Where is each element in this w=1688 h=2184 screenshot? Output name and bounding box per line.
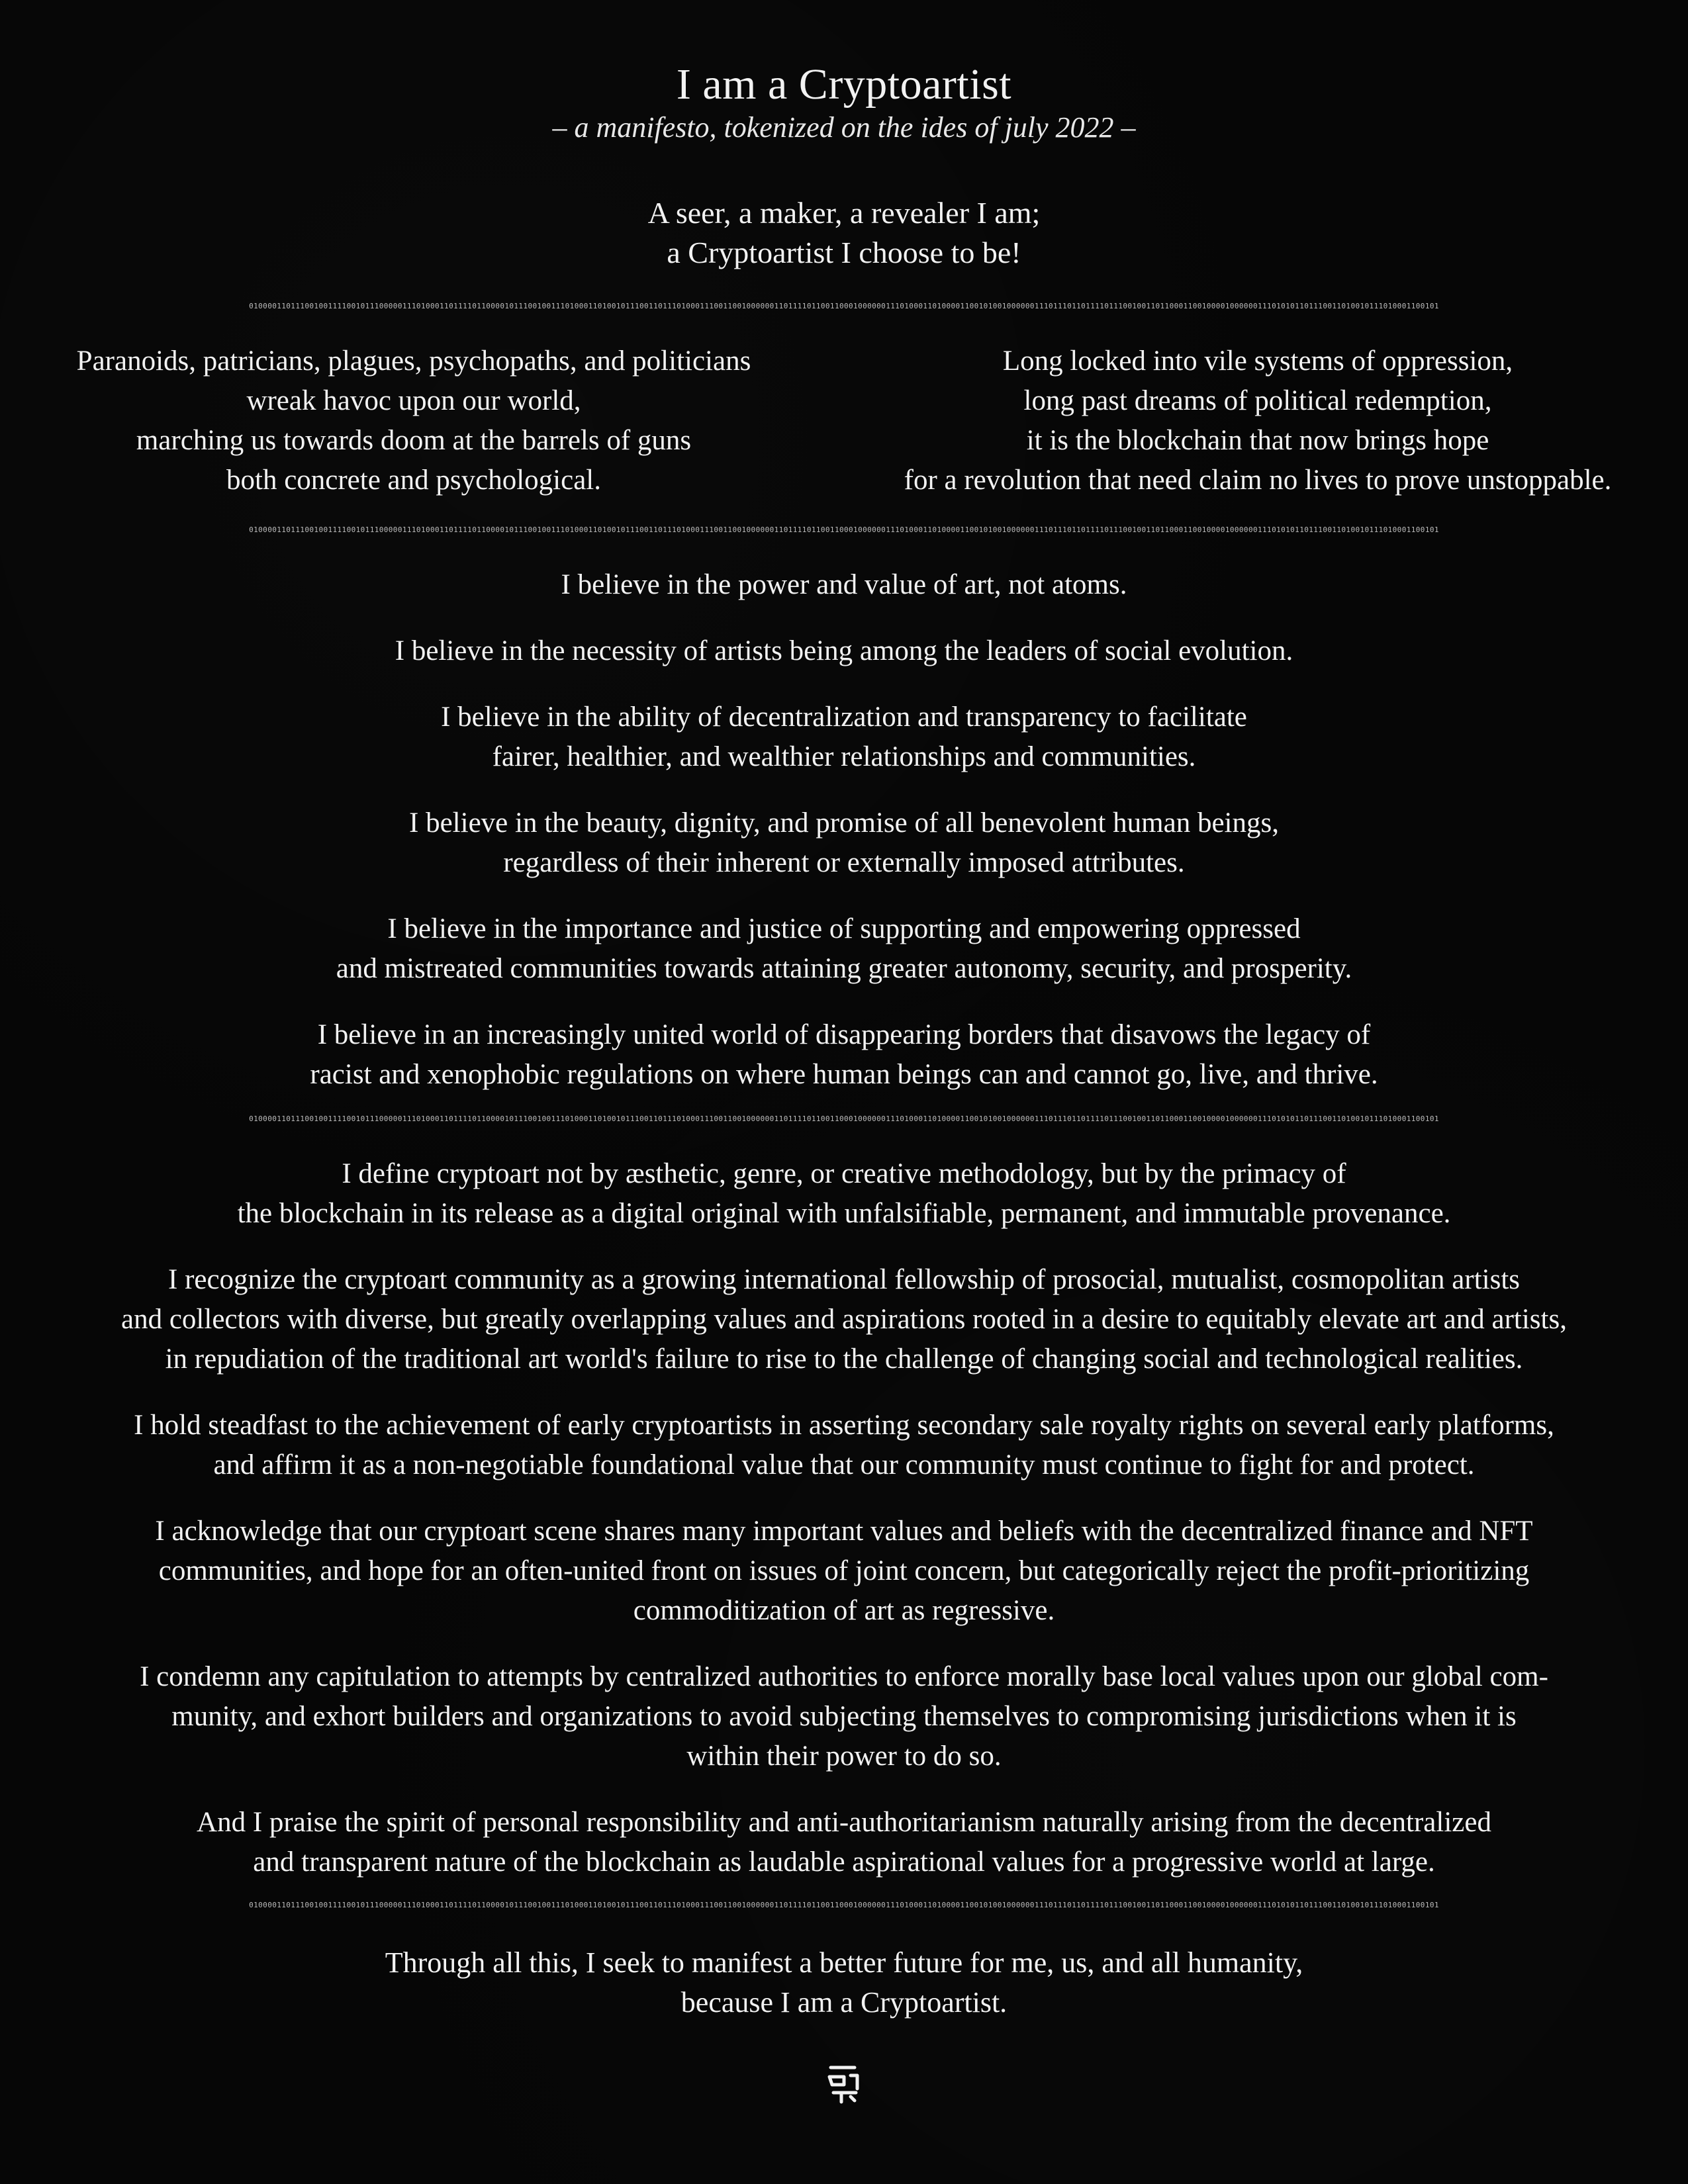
statement-line: munity, and exhort builders and organizations to avoid subjecting themselves to compromising jurisdictions when it is — [171, 1701, 1517, 1732]
statement-line: I hold steadfast to the achievement of early cryptoartists in asserting secondary sale royalty rights on several early platforms, — [134, 1410, 1554, 1441]
belief-line: I believe in the beauty, dignity, and promise of all benevolent human beings, — [409, 807, 1279, 839]
statement-line: in repudiation of the traditional art world's failure to rise to the challenge of changing social and technological realities. — [165, 1343, 1523, 1375]
binary-divider: 0100001101110010011110010111000001110100011011110110000101110010011101000110100101110011011101000111001100100000011011110110011000100000011101000110100001100101001000000111011101101111011100100110110001100100001000000111010101101110011010010111010001100101 — [249, 302, 1439, 310]
closing-line: Through all this, I seek to manifest a better future for me, us, and all humanity, — [385, 1946, 1303, 1979]
left-column-line: wreak havoc upon our world, — [246, 385, 581, 416]
belief-paragraph — [0, 803, 1688, 883]
statement-paragraph — [73, 1657, 1615, 1776]
statement-line: within their power to do so. — [686, 1741, 1002, 1772]
belief-line: and mistreated communities towards attaining greater autonomy, security, and prosperity. — [336, 953, 1352, 984]
closing-stanza — [0, 1943, 1688, 2023]
statement-line: I acknowledge that our cryptoart scene shares many important values and beliefs with the decentralized finance and NFT — [155, 1516, 1533, 1547]
page-title: I am a Cryptoartist — [676, 60, 1012, 109]
statement-line: the blockchain in its release as a digital original with unfalsifiable, permanent, and immutable provenance. — [237, 1198, 1451, 1229]
left-column-line: both concrete and psychological. — [226, 465, 601, 496]
two-column-stanza — [36, 341, 1652, 500]
intro-line: a Cryptoartist I choose to be! — [667, 236, 1021, 269]
statements-section — [73, 1154, 1615, 1882]
statement-line: commoditization of art as regressive. — [633, 1595, 1055, 1626]
right-column-line: Long locked into vile systems of oppression, — [1002, 345, 1513, 377]
right-column — [864, 341, 1652, 500]
statement-paragraph — [73, 1406, 1615, 1485]
statement-line: communities, and hope for an often-united front on issues of joint concern, but categorically reject the profit-prioritizing — [158, 1555, 1530, 1586]
statement-line: and collectors with diverse, but greatly overlapping values and aspirations rooted in a desire to equitably elevate art and artists, — [121, 1304, 1567, 1335]
closing-line: because I am a Cryptoartist. — [680, 1986, 1008, 2019]
belief-paragraph — [0, 565, 1688, 605]
statement-line: I recognize the cryptoart community as a growing international fellowship of prosocial, mutualist, cosmopolitan artists — [168, 1264, 1520, 1295]
belief-paragraph — [0, 1015, 1688, 1095]
binary-divider: 0100001101110010011110010111000001110100011011110110000101110010011101000110100101110011011101000111001100100000011011110110011000100000011101000110100001100101001000000111011101101111011100100110110001100100001000000111010101101110011010010111010001100101 — [249, 1901, 1439, 1909]
belief-paragraph — [0, 909, 1688, 989]
right-column-line: for a revolution that need claim no lives to prove unstoppable. — [904, 465, 1612, 496]
beliefs-section — [0, 565, 1688, 1095]
belief-line: regardless of their inherent or externally imposed attributes. — [503, 847, 1185, 878]
statement-line: And I praise the spirit of personal responsibility and anti-authoritarianism naturally arising from the decentralized — [197, 1807, 1491, 1838]
statement-paragraph — [73, 1512, 1615, 1631]
statement-paragraph — [73, 1260, 1615, 1379]
intro-line: A seer, a maker, a revealer I am; — [647, 196, 1041, 230]
right-column-line: it is the blockchain that now brings hope — [1026, 425, 1489, 456]
belief-line: fairer, healthier, and wealthier relationships and communities. — [492, 741, 1196, 772]
statement-line: and transparent nature of the blockchain as laudable aspirational values for a progressive world at large. — [253, 1846, 1435, 1878]
right-column-line: long past dreams of political redemption, — [1023, 385, 1492, 416]
statement-paragraph — [73, 1803, 1615, 1882]
binary-divider: 0100001101110010011110010111000001110100011011110110000101110010011101000110100101110011011101000111001100100000011011110110011000100000011101000110100001100101001000000111011101101111011100100110110001100100001000000111010101101110011010010111010001100101 — [249, 525, 1439, 534]
statement-line: and affirm it as a non-negotiable foundational value that our community must continue to fight for and protect. — [213, 1449, 1475, 1480]
binary-divider: 0100001101110010011110010111000001110100011011110110000101110010011101000110100101110011011101000111001100100000011011110110011000100000011101000110100001100101001000000111011101101111011100100110110001100100001000000111010101101110011010010111010001100101 — [249, 1115, 1439, 1123]
statement-line: I condemn any capitulation to attempts by centralized authorities to enforce morally base local values upon our global com- — [140, 1661, 1548, 1692]
belief-paragraph — [0, 698, 1688, 777]
belief-line: I believe in the ability of decentralization and transparency to facilitate — [441, 702, 1247, 733]
belief-line: I believe in the power and value of art, not atoms. — [561, 569, 1127, 600]
statement-paragraph — [73, 1154, 1615, 1234]
belief-paragraph — [0, 631, 1688, 671]
belief-line: racist and xenophobic regulations on where human beings can and cannot go, live, and thrive. — [310, 1059, 1378, 1090]
belief-line: I believe in the importance and justice of supporting and empowering oppressed — [387, 913, 1301, 944]
left-column-line: marching us towards doom at the barrels of guns — [136, 425, 692, 456]
belief-line: I believe in an increasingly united world of disappearing borders that disavows the legacy of — [317, 1019, 1371, 1050]
left-column — [36, 341, 791, 500]
left-column-line: Paranoids, patricians, plagues, psychopaths, and politicians — [76, 345, 751, 377]
intro-stanza — [0, 193, 1688, 273]
belief-line: I believe in the necessity of artists being among the leaders of social evolution. — [395, 635, 1293, 666]
signature-mark-icon — [824, 2062, 864, 2106]
statement-line: I define cryptoart not by æsthetic, genre, or creative methodology, but by the primacy of — [342, 1158, 1346, 1189]
page-subtitle: – a manifesto, tokenized on the ides of july 2022 – — [552, 111, 1136, 144]
